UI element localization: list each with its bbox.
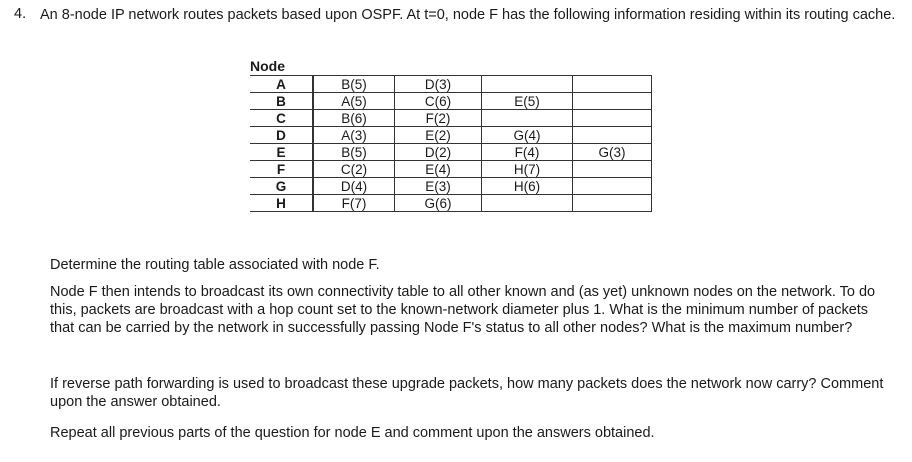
neighbor-cost-cell xyxy=(482,110,573,127)
neighbor-cost-cell: C(2) xyxy=(313,161,395,178)
table-row xyxy=(250,127,652,144)
table-row xyxy=(250,178,652,195)
neighbor-cost-cell: F(2) xyxy=(395,110,482,127)
table-row xyxy=(250,161,652,178)
neighbor-cost-cell: B(5) xyxy=(313,144,395,161)
table-row xyxy=(250,195,652,212)
neighbor-cost-cell: D(3) xyxy=(395,76,482,93)
node-label: D xyxy=(250,127,313,144)
paragraph-reverse-path: If reverse path forwarding is used to broadcast these upgrade packets, how many packets does the network now carry? Comment upon the answer obtained. xyxy=(50,376,884,410)
neighbor-cost-cell xyxy=(573,161,652,178)
question-intro: An 8-node IP network routes packets based upon OSPF. At t=0, node F has the following information residing within its routing cache. xyxy=(40,7,896,23)
neighbor-cost-cell: B(6) xyxy=(313,110,395,127)
neighbor-cost-cell: F(7) xyxy=(313,195,395,212)
neighbor-cost-cell: B(5) xyxy=(313,76,395,93)
neighbor-cost-cell: D(4) xyxy=(313,178,395,195)
neighbor-cost-cell: E(4) xyxy=(395,161,482,178)
neighbor-cost-cell: G(6) xyxy=(395,195,482,212)
question-number: 4. xyxy=(14,6,27,22)
neighbor-cost-cell: E(5) xyxy=(482,93,573,110)
neighbor-cost-cell: E(3) xyxy=(395,178,482,195)
table-header-node: Node xyxy=(250,58,285,74)
node-label: A xyxy=(250,76,313,93)
neighbor-cost-cell xyxy=(482,76,573,93)
node-label: F xyxy=(250,161,313,178)
table-row xyxy=(250,144,652,161)
table-row xyxy=(250,93,652,110)
neighbor-cost-cell: G(3) xyxy=(573,144,652,161)
neighbor-cost-cell: E(2) xyxy=(395,127,482,144)
node-label: H xyxy=(250,195,313,212)
routing-cache-table xyxy=(250,75,652,212)
node-label: G xyxy=(250,178,313,195)
neighbor-cost-cell xyxy=(573,127,652,144)
neighbor-cost-cell xyxy=(573,178,652,195)
neighbor-cost-cell: H(7) xyxy=(482,161,573,178)
neighbor-cost-cell xyxy=(573,76,652,93)
neighbor-cost-cell: D(2) xyxy=(395,144,482,161)
node-label: B xyxy=(250,93,313,110)
node-label: E xyxy=(250,144,313,161)
neighbor-cost-cell: A(3) xyxy=(313,127,395,144)
neighbor-cost-cell: H(6) xyxy=(482,178,573,195)
neighbor-cost-cell: A(5) xyxy=(313,93,395,110)
neighbor-cost-cell xyxy=(573,93,652,110)
paragraph-routing-table: Determine the routing table associated with node F. xyxy=(50,257,380,273)
neighbor-cost-cell: C(6) xyxy=(395,93,482,110)
table-row xyxy=(250,110,652,127)
table-row xyxy=(250,76,652,93)
node-label: C xyxy=(250,110,313,127)
neighbor-cost-cell: G(4) xyxy=(482,127,573,144)
neighbor-cost-cell xyxy=(573,110,652,127)
paragraph-broadcast: Node F then intends to broadcast its own connectivity table to all other known and (as yet) unknown nodes on the network. To do this, packets are broadcast with a hop count set to the known-network diameter plus 1. What is the minimum number of packets that can be carried by the network in successfully passing Node F's status to all other nodes? What is the maximum number? xyxy=(50,284,876,336)
neighbor-cost-cell xyxy=(573,195,652,212)
neighbor-cost-cell xyxy=(482,195,573,212)
paragraph-repeat: Repeat all previous parts of the question for node E and comment upon the answers obtained. xyxy=(50,425,655,441)
neighbor-cost-cell: F(4) xyxy=(482,144,573,161)
